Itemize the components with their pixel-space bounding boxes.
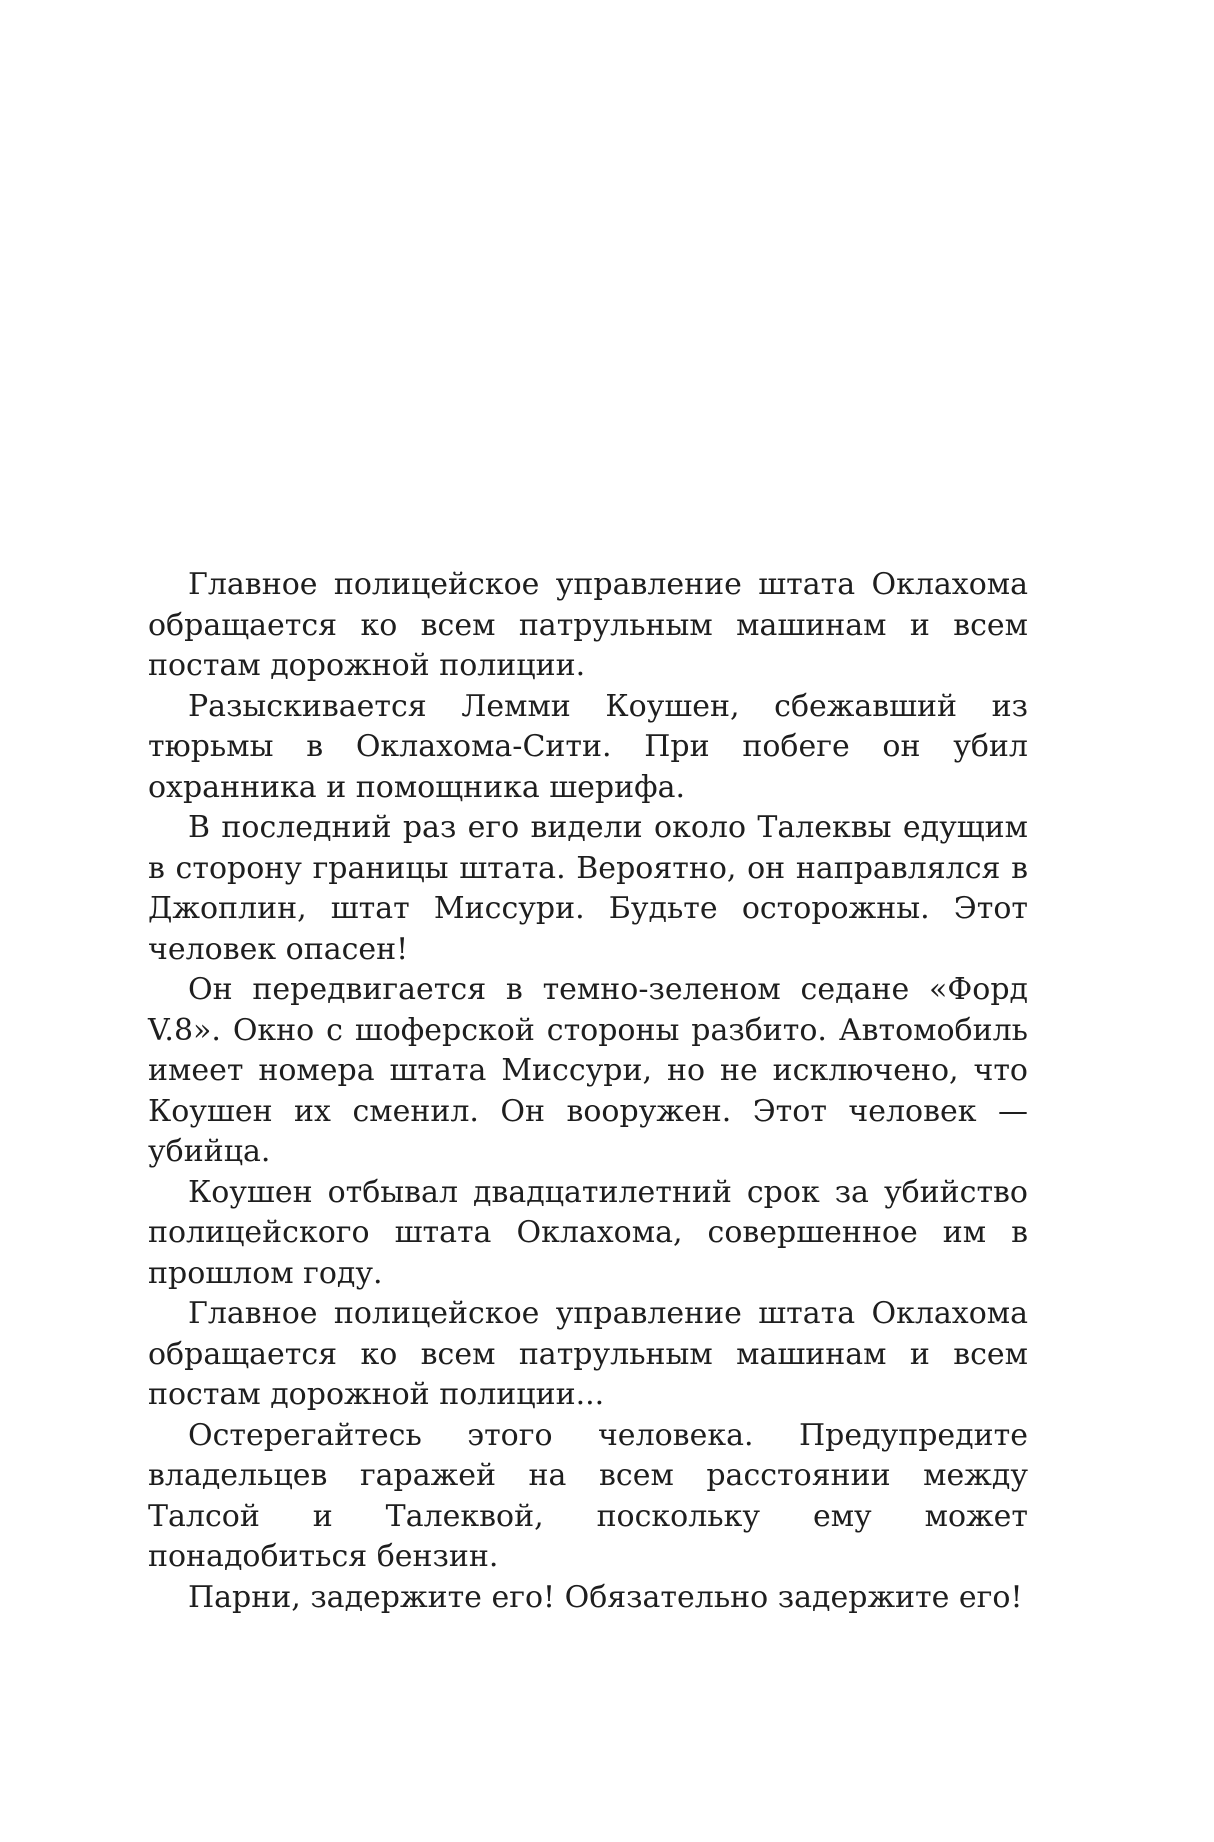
paragraph: Он передвигается в темно-зеленом седане «Форд V.8». Окно с шоферской стороны разбито. Автомобиль имеет номера штата Миссури, но не исключено, что Коушен их сменил. Он вооружен. Этот человек — убийца. xyxy=(148,972,1028,1169)
paragraph: Парни, задержите его! Обязательно задержите его! xyxy=(188,1579,1023,1615)
paragraph: Главное полицейское управление штата Оклахома обращается ко всем патрульным машинам и всем постам дорожной полиции. xyxy=(148,567,1028,683)
paragraph: Коушен отбывал двадцатилетний срок за убийство полицейского штата Оклахома, совершенное им в прошлом году. xyxy=(148,1174,1028,1291)
paragraph: В последний раз его видели около Талеквы едущим в сторону границы штата. Вероятно, он направлялся в Джоплин, штат Миссури. Будьте осторожны. Этот человек опасен! xyxy=(148,810,1028,967)
paragraph: Остерегайтесь этого человека. Предупредите владельцев гаражей на всем расстоянии между Талсой и Талеквой, поскольку ему может понадобиться бензин. xyxy=(148,1417,1028,1574)
paragraph: Разыскивается Лемми Коушен, сбежавший из тюрьмы в Оклахома-Сити. При побеге он убил охранника и помощника шерифа. xyxy=(148,688,1028,805)
body-text xyxy=(148,565,1028,1618)
paragraph: Главное полицейское управление штата Оклахома обращается ко всем патрульным машинам и всем постам дорожной полиции... xyxy=(148,1296,1028,1412)
